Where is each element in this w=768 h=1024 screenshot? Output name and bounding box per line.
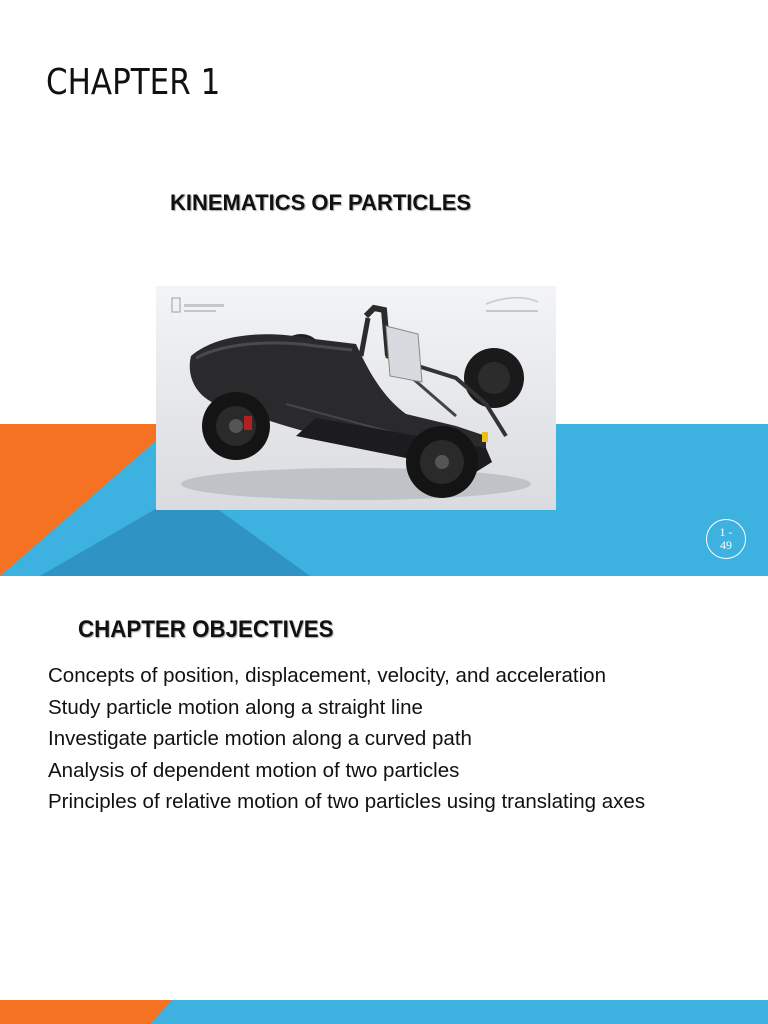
page-number-total: 49 <box>720 538 732 552</box>
objectives-slide <box>0 580 768 1024</box>
objective-item: Concepts of position, displacement, velocity, and acceleration <box>48 664 606 687</box>
page-number-badge <box>706 519 746 559</box>
objective-item: Study particle motion along a straight line <box>48 695 423 719</box>
objectives-heading: CHAPTER OBJECTIVES <box>78 616 334 643</box>
objective-item: Principles of relative motion of two particles using translating axes <box>48 790 646 813</box>
bottom-decorative-band <box>0 1000 768 1024</box>
race-car-photo <box>156 286 556 510</box>
race-car-illustration <box>156 286 556 510</box>
objectives-list <box>48 660 645 818</box>
chapter-title: CHAPTER 1 <box>46 62 221 103</box>
chapter-subtitle: KINEMATICS OF PARTICLES <box>170 190 472 215</box>
objective-item: Investigate particle motion along a curved path <box>48 727 472 750</box>
page-number-current: 1 - <box>719 525 733 539</box>
objective-item: Analysis of dependent motion of two particles <box>48 758 460 782</box>
